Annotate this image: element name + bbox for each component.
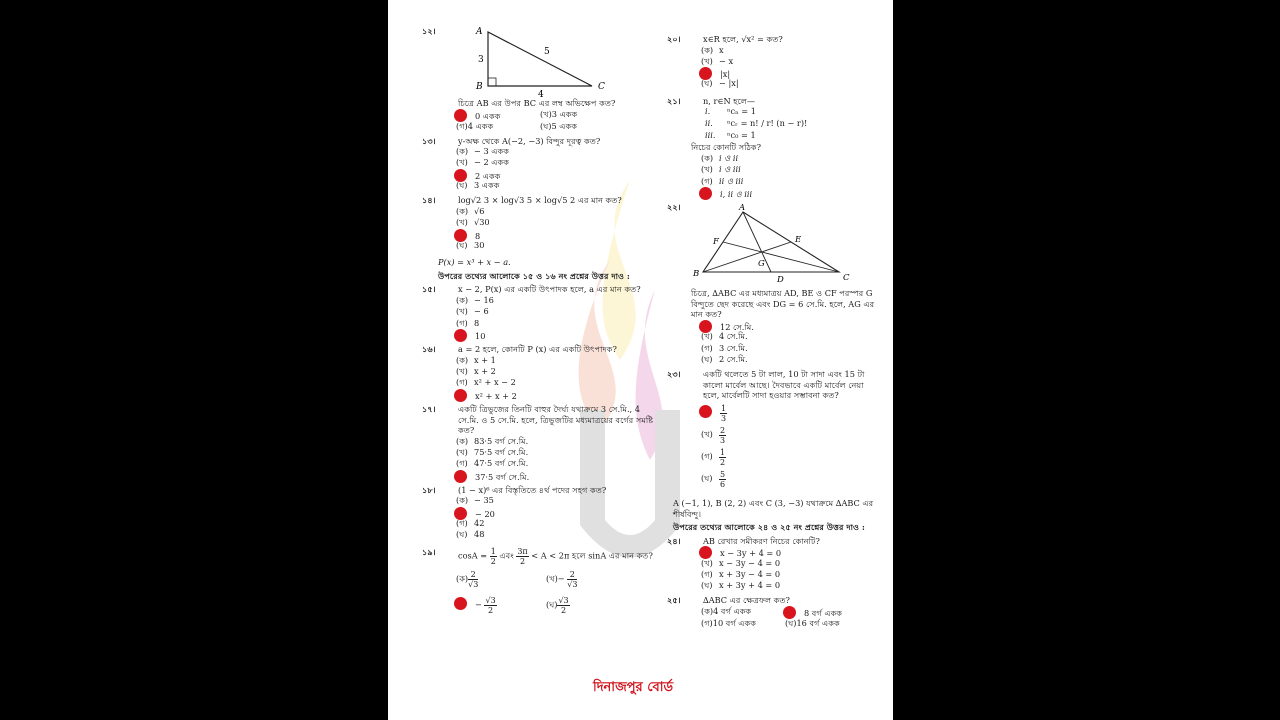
- question-stem: ∆ABC এর ক্ষেত্রফল কত?: [703, 595, 790, 606]
- question-number: ১৪।: [422, 195, 436, 206]
- question-24: [667, 535, 878, 592]
- info-instruction: উপরের তথ্যের আলোকে ১৫ ও ১৬ নং প্রশ্নের উত্তর দাও :: [438, 270, 630, 281]
- question-number: ১৩।: [422, 135, 436, 146]
- statement-iii: iii. ⁿc₀ = 1: [705, 130, 756, 141]
- option-b[interactable]: (খ) 4 সে.মি.: [701, 331, 748, 342]
- right-angle-mark: [488, 78, 496, 86]
- side-bc-length: 4: [538, 90, 544, 98]
- point-d: D: [777, 275, 784, 286]
- option-a[interactable]: (ক) x + 1: [456, 354, 496, 365]
- triangle-medians-figure: [679, 202, 879, 288]
- vertex-c: C: [598, 82, 605, 92]
- question-stem: AB রেখার সমীকরণ নিচের কোনটি?: [703, 535, 820, 546]
- question-ask: নিচের কোনটি সঠিক?: [691, 142, 762, 153]
- vertex-b: B: [476, 82, 483, 92]
- option-a[interactable]: 12 সে.মি.: [701, 320, 878, 331]
- option-b[interactable]: (খ) √30: [456, 217, 490, 228]
- question-stem: y-অক্ষ থেকে A(−2, −3) বিন্দুর দূরত্ব কত?: [458, 135, 601, 146]
- question-stem: a = 2 হলে, কোনটি P (x) এর একটি উৎপাদক?: [458, 344, 617, 355]
- question-18: [422, 484, 658, 541]
- question-21: [667, 95, 878, 199]
- option-c[interactable]: 8: [456, 229, 658, 240]
- option-a[interactable]: $\frac{1}{3}$: [701, 404, 878, 426]
- option-c[interactable]: (গ) 3 সে.মি.: [701, 342, 748, 353]
- answer-mark: [699, 405, 712, 418]
- point-f: F: [713, 237, 719, 248]
- option-b[interactable]: (খ) i ও iii: [701, 164, 741, 175]
- answer-mark: [454, 389, 467, 402]
- question-number: ১৯।: [422, 546, 436, 557]
- exam-page: [388, 0, 893, 720]
- vertex-c: C: [843, 273, 850, 284]
- option-a[interactable]: x − 3y + 4 = 0: [701, 546, 878, 557]
- vertex-a: A: [476, 27, 483, 37]
- options-grid: [456, 570, 658, 618]
- question-stem: x∈R হলে, √x² = কত?: [703, 34, 783, 44]
- answer-mark: [454, 470, 467, 483]
- question-number: ২৪।: [667, 535, 681, 546]
- option-c[interactable]: (গ) ii ও iii: [701, 175, 744, 186]
- option-c[interactable]: (গ) 42: [456, 518, 485, 529]
- option-d[interactable]: (ঘ) − |x|: [701, 78, 739, 89]
- option-c[interactable]: (গ) x + 3y − 4 = 0: [701, 568, 781, 579]
- option-c[interactable]: − $\frac{√3}{2}$: [456, 596, 546, 618]
- option-c[interactable]: (গ) x² + x − 2: [456, 377, 516, 388]
- question-stem: চিত্রে, ∆ABC এর মধ্যমাত্রয় AD, BE ও CF পরস্পর G বিন্দুতে ছেদ করেছে এবং DG = 6 সে.মি. হলে, AG এর মান কত?: [691, 288, 875, 320]
- question-19: [422, 546, 658, 618]
- question-20: [667, 34, 878, 90]
- question-15: [422, 284, 658, 341]
- statement-i: i. ⁿcₙ = 1: [705, 106, 756, 117]
- option-d[interactable]: (ঘ) 3 একক: [456, 180, 500, 191]
- option-b[interactable]: (খ) $\frac{2}{3}$: [701, 425, 726, 445]
- question-14: [422, 195, 658, 251]
- option-b[interactable]: (খ) x + 2: [456, 366, 496, 377]
- answer-mark: [699, 187, 712, 200]
- question-number: ২০।: [667, 34, 681, 44]
- question-25: [667, 595, 878, 629]
- option-c[interactable]: 2 একক: [456, 169, 658, 180]
- option-d[interactable]: (ঘ) 30: [456, 239, 485, 250]
- option-c[interactable]: (গ) $\frac{1}{2}$: [701, 447, 726, 467]
- question-number: ২১।: [667, 95, 681, 106]
- option-d[interactable]: 37·5 বর্গ সে.মি.: [456, 470, 658, 481]
- option-a[interactable]: (ক) i ও ii: [701, 152, 739, 163]
- question-stem: x − 2, P(x) এর একটি উৎপাদক হলে, a এর মান কত?: [458, 284, 641, 295]
- question-number: ২৩।: [667, 369, 681, 380]
- centroid-g: G: [758, 259, 765, 270]
- option-a[interactable]: (ক)4 বর্গ একক: [701, 606, 752, 617]
- question-stem: একটি থলেতে 5 টা লাল, 10 টা সাদা এবং 15 টা কালো মার্বেল আছে। দৈবভাবে একটি মার্বেল নেয়া হলে, মার্বেলটি সাদা হওয়ার সম্ভাবনা কত?: [703, 369, 865, 401]
- question-number: ১৭।: [422, 403, 436, 414]
- option-b[interactable]: (খ) − 2 একক: [456, 157, 509, 168]
- question-stem: log√2 3 × log√3 5 × log√5 2 এর মান কত?: [458, 195, 622, 206]
- option-d[interactable]: (ঘ)16 বর্গ একক: [785, 618, 840, 629]
- option-b[interactable]: 8 বর্গ একক: [785, 606, 875, 617]
- question-stem: (1 − x)⁶ এর বিস্তৃতিতে ৪র্থ পদের সহগ কত?: [458, 484, 607, 495]
- question-12: [422, 26, 658, 132]
- option-b[interactable]: (খ) − 6: [456, 306, 489, 317]
- option-c[interactable]: |x|: [701, 67, 878, 78]
- option-b[interactable]: (খ) x − 3y − 4 = 0: [701, 557, 781, 568]
- option-d[interactable]: (ঘ)5 একক: [540, 120, 577, 131]
- options-grid: [701, 606, 878, 629]
- info-vertices: A (−1, 1), B (2, 2) এবং C (3, −3) যথাক্রমে ∆ABC এর শীর্ষবিন্দু।: [673, 497, 874, 519]
- question-16: [422, 344, 658, 401]
- option-d[interactable]: (ঘ) 48: [456, 529, 485, 540]
- option-d[interactable]: (ঘ) $\frac{√3}{2}$: [546, 595, 569, 615]
- option-a[interactable]: (ক) x: [701, 44, 724, 55]
- answer-mark: [454, 329, 467, 342]
- question-23: [667, 369, 878, 492]
- option-c[interactable]: (গ) 47·5 বর্গ সে.মি.: [456, 458, 529, 469]
- option-b[interactable]: (খ)3 একক: [540, 108, 578, 119]
- vertex-a: A: [739, 203, 746, 214]
- side-ac-length: 5: [544, 47, 550, 57]
- question-number: ১২।: [422, 26, 436, 36]
- question-17: [422, 403, 658, 482]
- option-b[interactable]: − 20: [456, 507, 658, 518]
- info-formula: P(x) = x³ + x − a.: [438, 257, 511, 268]
- option-d[interactable]: (ঘ) 2 সে.মি.: [701, 353, 748, 364]
- vertex-b: B: [693, 269, 700, 280]
- point-e: E: [795, 235, 802, 246]
- option-a[interactable]: (ক) 83·5 বর্গ সে.মি.: [456, 435, 529, 446]
- question-number: ২২।: [667, 202, 681, 213]
- question-number: ১৬।: [422, 344, 436, 355]
- median-cf: [723, 242, 839, 272]
- option-a[interactable]: (ক) $\frac{2}{√3}$: [456, 569, 479, 589]
- option-c[interactable]: (গ)10 বর্গ একক: [701, 618, 756, 629]
- option-c[interactable]: (গ)4 একক: [456, 120, 494, 131]
- board-name-footer: দিনাজপুর বোর্ড: [593, 680, 674, 695]
- left-column: [422, 26, 658, 622]
- question-stem: একটি ত্রিভুজের তিনটি বাহুর দৈর্ঘ্য যথাক্রমে 3 সে.মি., 4 সে.মি. ও 5 সে.মি. হলে, ত্রিভুজটির মধ্যমাত্রয়ের বর্গের সমষ্টি কত?: [458, 403, 654, 436]
- statement-ii: ii. ⁿcᵣ = n! / r! (n − r)!: [705, 118, 808, 129]
- option-b[interactable]: (খ) 75·5 বর্গ সে.মি.: [456, 446, 529, 457]
- triangle-abc: [488, 32, 592, 86]
- answer-mark: [454, 597, 467, 610]
- side-ab-length: 3: [478, 55, 484, 65]
- option-b[interactable]: (খ)− $\frac{2}{√3}$: [546, 569, 578, 589]
- option-d[interactable]: (ঘ) $\frac{5}{6}$: [701, 469, 726, 489]
- right-triangle-figure: [452, 26, 642, 98]
- option-a[interactable]: (ক) √6: [456, 205, 485, 216]
- question-stem: cosA = $\frac{1}{2}$ এবং $\frac{3\pi}{2}$ < A < 2π হলে sinA এর মান কত?: [458, 546, 653, 566]
- option-c[interactable]: (গ) 8: [456, 317, 480, 328]
- option-d[interactable]: (ঘ) x + 3y + 4 = 0: [701, 580, 781, 591]
- option-d[interactable]: i, ii ও iii: [701, 187, 878, 198]
- option-b[interactable]: (খ) − x: [701, 55, 734, 66]
- option-a[interactable]: 0 একক: [456, 109, 540, 120]
- question-13: [422, 135, 658, 192]
- question-number: ১৫।: [422, 284, 436, 295]
- option-a[interactable]: (ক) − 3 একক: [456, 146, 509, 157]
- question-number: ১৮।: [422, 484, 436, 495]
- option-a[interactable]: (ক) − 35: [456, 495, 494, 506]
- options-grid: [456, 109, 658, 132]
- question-stem: চিত্রে AB এর উপর BC এর লম্ব অভিক্ষেপ কত?: [458, 98, 616, 108]
- question-number: ২৫।: [667, 595, 681, 606]
- info-instruction: উপরের তথ্যের আলোকে ২৪ ও ২৫ নং প্রশ্নের উত্তর দাও :: [673, 522, 865, 533]
- question-22: [667, 202, 878, 365]
- option-d[interactable]: 10: [456, 329, 658, 340]
- question-stem: n, r∈N হলে—: [703, 95, 756, 106]
- right-column: [667, 34, 878, 633]
- option-a[interactable]: (ক) − 16: [456, 294, 494, 305]
- option-d[interactable]: x² + x + 2: [456, 389, 658, 400]
